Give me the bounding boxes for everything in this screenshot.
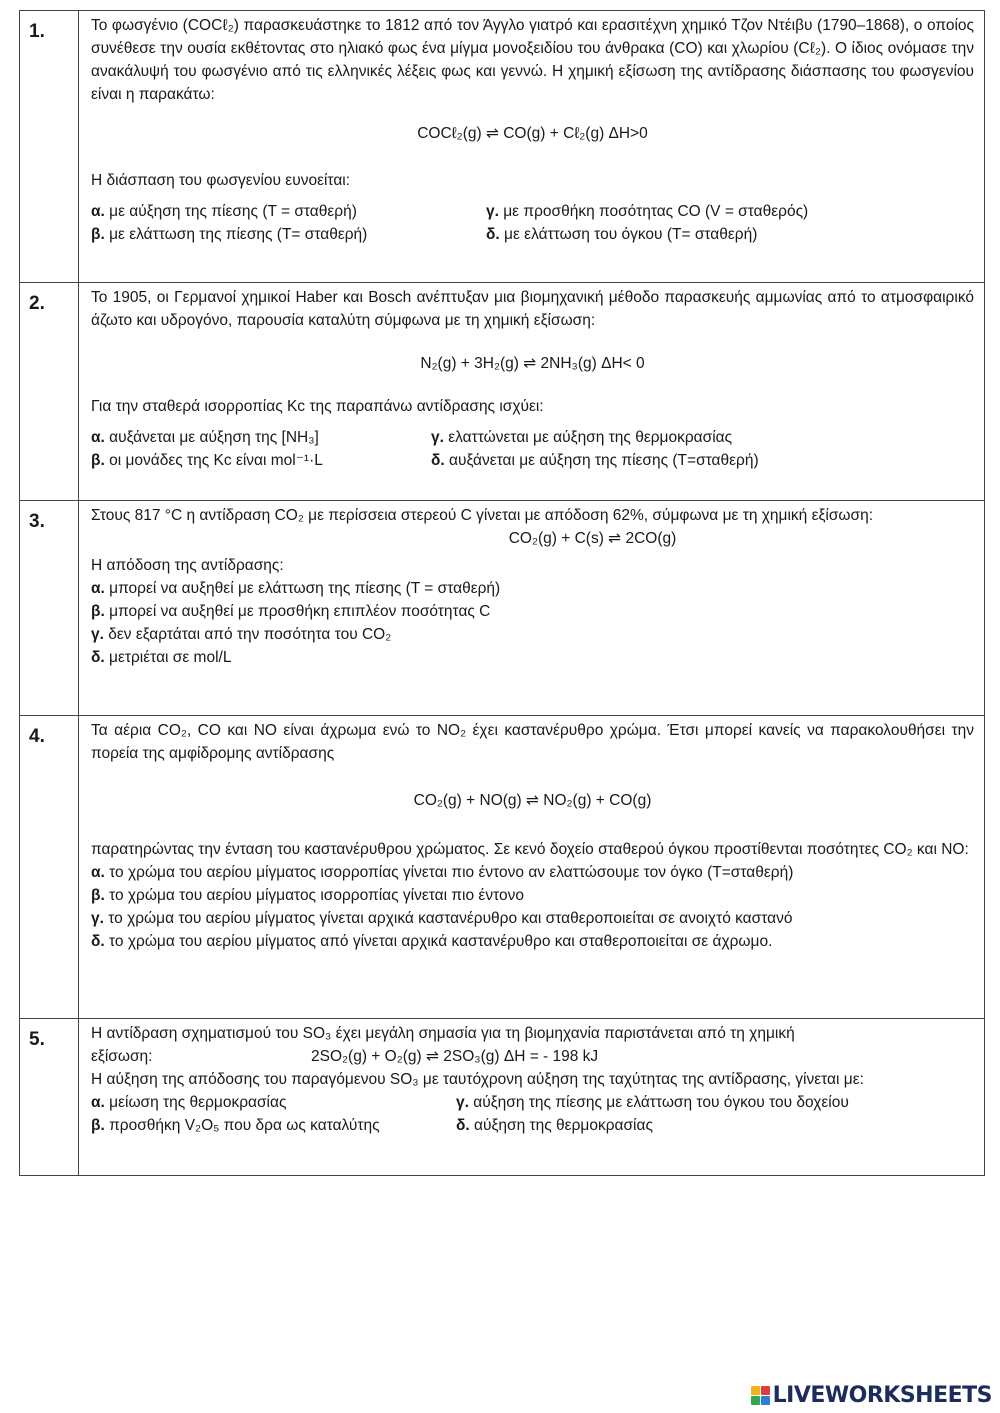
question-prompt: Για την σταθερά ισορροπίας Kc της παραπάνω αντίδρασης ισχύει:	[91, 398, 544, 415]
question-intro: Τα αέρια CO₂, CO και NO είναι άχρωμα ενώ το NO₂ έχει καστανέρυθρο χρώμα. Έτσι μπορεί κανείς να παρακολουθήσει την πορεία της αμφίδρομης αντίδρασης	[91, 722, 974, 762]
question-prompt: Η διάσπαση του φωσγενίου ευνοείται:	[91, 172, 351, 189]
question-number: 3.	[20, 501, 79, 716]
question-row-1	[20, 11, 985, 283]
question-number: 4.	[20, 716, 79, 1019]
question-intro: Το 1905, οι Γερμανοί χημικοί Haber και Bosch ανέπτυξαν μια βιομηχανική μέθοδο παρασκευής αμμωνίας από το ατμοσφαιρικό άζωτο και υδρογόνο, παρουσία καταλύτη σύμφωνα με τη χημική εξίσωση:	[91, 289, 974, 329]
chemical-equation: COCℓ₂(g) ⇌ CO(g) + Cℓ₂(g) ΔΗ>0	[417, 125, 648, 142]
question-body	[79, 283, 985, 501]
logo-square	[751, 1396, 760, 1405]
chemical-equation: CO₂(g) + C(s) ⇌ 2CO(g)	[508, 530, 677, 547]
question-number: 2.	[20, 283, 79, 501]
logo-text: LIVEWORKSHEETS	[772, 1382, 992, 1408]
question-prompt: Η αύξηση της απόδοσης του παραγόμενου SO₃ με ταυτόχρονη αύξηση της ταχύτητας της αντίδρασης, γίνεται με:	[91, 1071, 864, 1088]
answer-option-d[interactable]: δ. αυξάνεται με αύξηση της πίεσης (T=σταθερή)	[431, 452, 759, 469]
liveworksheets-logo-icon	[751, 1386, 770, 1405]
answer-option-b[interactable]: β. μπορεί να αυξηθεί με προσθήκη επιπλέον ποσότητας C	[91, 603, 491, 620]
question-body	[79, 1019, 985, 1176]
answer-option-c[interactable]: γ. το χρώμα του αερίου μίγματος γίνεται αρχικά καστανέρυθρο και σταθεροποιείται σε ανοιχτό καστανό	[91, 910, 793, 927]
question-intro: Στους 817 °C η αντίδραση CO₂ με περίσσεια στερεού C γίνεται με απόδοση 62%, σύμφωνα με τη χημική εξίσωση:	[91, 507, 874, 524]
question-prompt: Η απόδοση της αντίδρασης:	[91, 557, 284, 574]
answer-option-a[interactable]: α. με αύξηση της πίεσης (T = σταθερή)	[91, 203, 357, 220]
answer-option-b[interactable]: β. με ελάττωση της πίεσης (T= σταθερή)	[91, 226, 368, 243]
answer-option-a[interactable]: α. αυξάνεται με αύξηση της [NH₃]	[91, 429, 319, 446]
answer-options	[91, 1091, 974, 1137]
chemical-equation: CO₂(g) + NO(g) ⇌ NO₂(g) + CO(g)	[413, 792, 652, 809]
questions-table	[19, 10, 985, 1176]
equation-line	[91, 1045, 974, 1068]
answer-options	[91, 577, 974, 669]
liveworksheets-logo[interactable]	[751, 1384, 992, 1406]
answer-option-c[interactable]: γ. ελαττώνεται με αύξηση της θερμοκρασίας	[431, 429, 733, 446]
question-number: 5.	[20, 1019, 79, 1176]
answer-option-b[interactable]: β. προσθήκη V₂O₅ που δρα ως καταλύτης	[91, 1117, 380, 1134]
question-body	[79, 11, 985, 283]
question-row-5	[20, 1019, 985, 1176]
question-number: 1.	[20, 11, 79, 283]
answer-option-d[interactable]: δ. με ελάττωση του όγκου (T= σταθερή)	[486, 226, 758, 243]
answer-option-c[interactable]: γ. αύξηση της πίεσης με ελάττωση του όγκου του δοχείου	[456, 1094, 849, 1111]
answer-option-d[interactable]: δ. αύξηση της θερμοκρασίας	[456, 1117, 653, 1134]
question-body	[79, 501, 985, 716]
question-prompt: παρατηρώντας την ένταση του καστανέρυθρου χρώματος. Σε κενό δοχείο σταθερού όγκου προστίθενται ποσότητες CO₂ και NO:	[91, 841, 969, 858]
answer-option-a[interactable]: α. μείωση της θερμοκρασίας	[91, 1094, 287, 1111]
answer-option-d[interactable]: δ. το χρώμα του αερίου μίγματος από γίνεται αρχικά καστανέρυθρο και σταθεροποιείται σε άχρωμο.	[91, 933, 773, 950]
question-row-3	[20, 501, 985, 716]
answer-option-d[interactable]: δ. μετριέται σε mol/L	[91, 649, 232, 666]
answer-option-c[interactable]: γ. με προσθήκη ποσότητας CO (V = σταθερός)	[486, 203, 809, 220]
answer-options	[91, 200, 974, 246]
question-row-2	[20, 283, 985, 501]
answer-option-b[interactable]: β. οι μονάδες της Kc είναι mol⁻¹·L	[91, 452, 323, 469]
chemical-equation: 2SO₂(g) + O₂(g) ⇌ 2SO₃(g) ΔΗ = - 198 kJ	[311, 1048, 599, 1065]
logo-square	[761, 1396, 770, 1405]
chemical-equation: N₂(g) + 3H₂(g) ⇌ 2NH₃(g) ΔΗ< 0	[420, 355, 645, 372]
logo-square	[761, 1386, 770, 1395]
answer-option-c[interactable]: γ. δεν εξαρτάται από την ποσότητα του CO₂	[91, 626, 392, 643]
answer-options	[91, 426, 974, 472]
answer-options	[91, 861, 974, 953]
answer-option-b[interactable]: β. το χρώμα του αερίου μίγματος ισορροπίας γίνεται πιο έντονο	[91, 887, 524, 904]
logo-square	[751, 1386, 760, 1395]
equation-label: εξίσωση:	[91, 1048, 153, 1065]
answer-option-a[interactable]: α. μπορεί να αυξηθεί με ελάττωση της πίεσης (T = σταθερή)	[91, 580, 501, 597]
question-row-4	[20, 716, 985, 1019]
question-intro: Η αντίδραση σχηματισμού του SO₃ έχει μεγάλη σημασία για τη βιομηχανία παριστάνεται από τη χημική	[91, 1025, 795, 1042]
question-body	[79, 716, 985, 1019]
question-intro: Το φωσγένιο (COCℓ₂) παρασκευάστηκε το 1812 από τον Άγγλο γιατρό και ερασιτέχνη χημικό Τζον Ντέιβυ (1790–1868), ο οποίος συνέθεσε την ουσία εκθέτοντας στο ηλιακό φως ένα μίγμα μονοξειδίου του άνθρακα (CO) και χλωρίου (Cℓ₂). Ο ίδιος ονόμασε την ανακάλυψή του φωσγένιο από τις ελληνικές λέξεις φως και γεννώ. Η χημική εξίσωση της αντίδρασης διάσπασης του φωσγενίου είναι η παρακάτω:	[91, 17, 974, 103]
answer-option-a[interactable]: α. το χρώμα του αερίου μίγματος ισορροπίας γίνεται πιο έντονο αν ελαττώσουμε τον όγκο (T=σταθερή)	[91, 864, 794, 881]
